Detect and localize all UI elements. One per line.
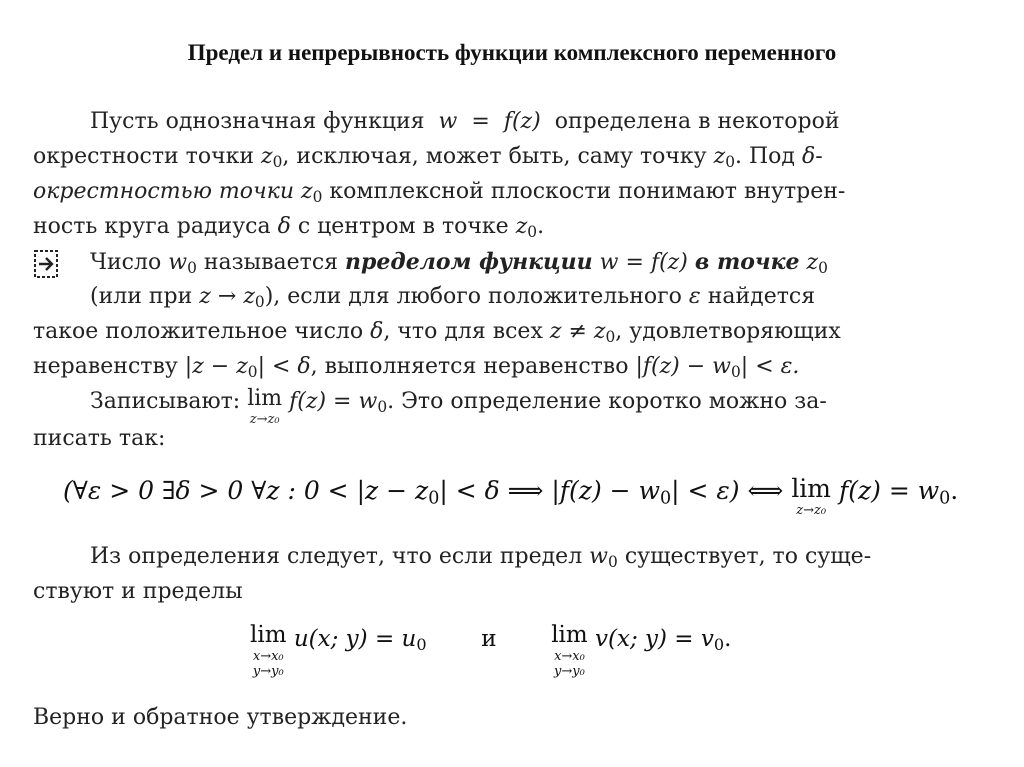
slide-title: Предел и непрерывность функции комплексного переменного (187, 40, 837, 65)
para1-line1: Пусть однозначная функция w = f(z) определена в некоторой (90, 109, 840, 134)
definition-line2: (или при $z \to z_0$), если для любого положительного ε найдется (90, 284, 816, 311)
definition-marker-icon (33, 248, 61, 280)
definition-line4: неравенству $|z - z_0| < \delta$, выполняется неравенство $|f(z) - w_0| < \varepsilon$. (33, 354, 800, 381)
lim-u-operator: lim x→x₀ y→y₀ (250, 622, 287, 679)
para1-line4: ность круга радиуса δ с центром в точке $z_0$. (33, 214, 545, 241)
record-line2: писать так: (33, 426, 166, 451)
formula-lim-operator: lim z→z₀ (791, 474, 832, 518)
definition-formula: (∀ε > 0 ∃δ > 0 ∀z : $0 < |z - z_0| < \delta$ ⟹ $|f(z) - w_0| < \varepsilon$) ⟺ lim z→z₀ $f(z) = w_0$. (63, 474, 959, 518)
footer-statement: Верно и обратное утверждение. (33, 705, 408, 730)
para1-line2: окрестности точки $z_0$, исключая, может быть, саму точку $z_0$. Под δ- (33, 144, 823, 171)
para1-line3: окрестностью точки $z_0$ комплексной плоскости понимают внутрен- (33, 179, 846, 206)
partial-limits-formula: lim x→x₀ y→y₀ u(x; $y) = u_0$ и lim x→x₀ y→y₀ v(x; $y) = v_0$. (250, 622, 732, 679)
record-line1: Записывают: lim z→z₀ $f(z) = w_0$. Это определение коротко можно за- (90, 386, 827, 427)
lim-operator: lim z→z₀ (247, 386, 283, 427)
para2-line1: Из определения следует, что если предел $w_0$ существует, то суще- (90, 544, 872, 571)
lim-v-operator: lim x→x₀ y→y₀ (551, 622, 588, 679)
definition-line1: Число $w_0$ называется пределом функции w = f(z) в точке $z_0$ (90, 249, 828, 277)
definition-line3: такое положительное число δ, что для всех $z \ne z_0$, удовлетворяющих (33, 319, 841, 346)
para2-line2: ствуют и пределы (33, 579, 243, 604)
